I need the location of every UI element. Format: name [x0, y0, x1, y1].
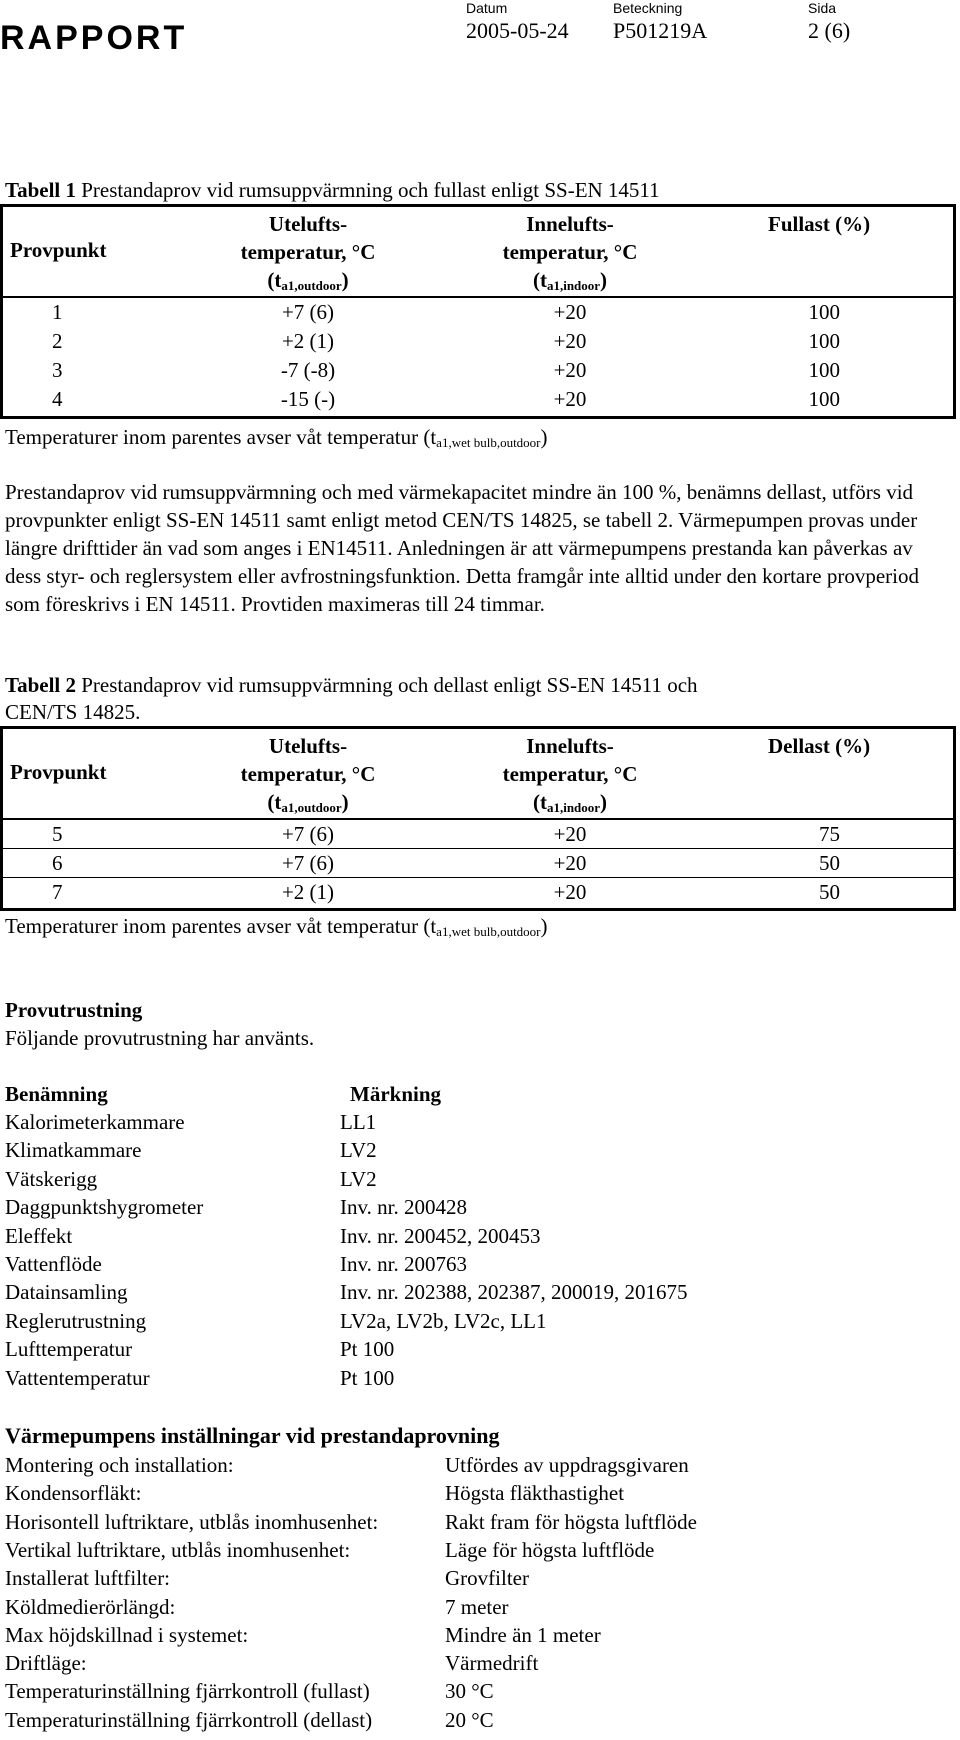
table2-cell-point: 7: [52, 880, 63, 904]
equipment-name: Klimatkammare: [5, 1138, 142, 1162]
setting-value: Värmedrift: [445, 1651, 539, 1675]
setting-value: 7 meter: [445, 1595, 509, 1619]
table2-cell-dellast: 50: [819, 851, 840, 875]
setting-label: Installerat luftfilter:: [5, 1566, 171, 1590]
table1-cell-indoor: +20: [553, 358, 587, 382]
table1-caption-text: Prestandaprov vid rumsuppvärmning och fullast enligt SS-EN 14511: [81, 178, 660, 202]
table1-caption-label: Tabell 1: [5, 178, 76, 202]
equipment-name: Reglerutrustning: [5, 1309, 147, 1333]
table1-caption: [5, 178, 660, 203]
equipment-mark: Pt 100: [340, 1366, 395, 1390]
settings-heading: Värmepumpens inställningar vid prestandaprovning: [5, 1423, 500, 1448]
equipment-mark: Inv. nr. 200428: [340, 1195, 467, 1219]
table1-cell-outdoor: -15 (-): [280, 387, 336, 411]
setting-label: Temperaturinställning fjärrkontroll (dellast): [5, 1708, 373, 1732]
table2-caption-text: Prestandaprov vid rumsuppvärmning och dellast enligt SS-EN 14511 och: [81, 673, 698, 697]
setting-value: 30 °C: [445, 1679, 494, 1703]
table1-col-provpunkt: Provpunkt: [10, 238, 107, 262]
body-paragraph: Prestandaprov vid rumsuppvärmning och med värmekapacitet mindre än 100 %, benämns dellast, utförs vid provpunkter enligt SS-EN 14511 samt enligt metod CEN/TS 14825, se tabell 2. Värmepumpen provas under längre drifttider än vad som anges i EN14511. Anledningen är att värmepumpens prestanda kan påverkas av dess styr- och reglersystem eller avfrostningsfunktion. Detta framgår inte alltid under den kortare provperiod som föreskrivs i EN 14511. Provtiden maximeras till 24 timmar.: [5, 480, 919, 616]
table2-col-indoor-1: Innelufts-: [526, 734, 614, 758]
table1-cell-outdoor: -7 (-8): [280, 358, 336, 382]
setting-label: Vertikal luftriktare, utblås inomhusenhet:: [5, 1538, 351, 1562]
table1-cell-indoor: +20: [553, 329, 587, 353]
setting-label: Temperaturinställning fjärrkontroll (fullast): [5, 1679, 370, 1703]
table1-cell-point: 1: [52, 300, 63, 324]
table1-cell-fullast: 100: [808, 358, 840, 382]
table2-col-indoor-3: $(t_{a1,indoor})$: [532, 790, 608, 815]
table2-col-outdoor-1: Utelufts-: [268, 734, 348, 758]
setting-label: Driftläge:: [5, 1651, 87, 1675]
table2-cell-outdoor: +7 (6): [281, 822, 335, 846]
equipment-name: Vattentemperatur: [5, 1366, 150, 1390]
table2-note: Temperaturer inom parentes avser våt temperatur $(t_{a1,wet bulb,outdoor})$: [5, 914, 548, 939]
table1-col-indoor-2: temperatur, °C: [502, 240, 638, 264]
table1-cell-fullast: 100: [808, 300, 840, 324]
table2-cell-outdoor: +2 (1): [281, 880, 335, 904]
equipment-mark: Inv. nr. 200452, 200453: [340, 1224, 541, 1248]
equipment-name: Eleffekt: [5, 1224, 73, 1248]
setting-value: Mindre än 1 meter: [445, 1623, 601, 1647]
equipment-name: Vätskerigg: [5, 1167, 98, 1191]
equipment-heading: Provutrustning: [5, 998, 143, 1022]
equipment-mark: LV2: [340, 1138, 377, 1162]
table2-col-outdoor-3: $(t_{a1,outdoor})$: [267, 790, 349, 815]
setting-label: Horisontell luftriktare, utblås inomhusenhet:: [5, 1510, 379, 1534]
equipment-mark: Inv. nr. 200763: [340, 1252, 467, 1276]
table1-cell-outdoor: +7 (6): [281, 300, 335, 324]
table2-caption-label: Tabell 2: [5, 673, 76, 697]
table2-col-indoor-2: temperatur, °C: [502, 762, 638, 786]
table2-cell-dellast: 50: [819, 880, 840, 904]
table1-cell-outdoor: +2 (1): [281, 329, 335, 353]
report-logo: RAPPORT: [0, 19, 188, 57]
table2-cell-point: 5: [52, 822, 63, 846]
setting-label: Montering och installation:: [5, 1453, 234, 1477]
table2-cell-indoor: +20: [553, 822, 587, 846]
table2-header-divider: [0, 818, 956, 820]
table2-col-provpunkt: Provpunkt: [10, 760, 107, 784]
equipment-mark: LV2: [340, 1167, 377, 1191]
table2-row-divider: [0, 848, 956, 849]
table2-cell-indoor: +20: [553, 851, 587, 875]
setting-value: Läge för högsta luftflöde: [445, 1538, 655, 1562]
table2-caption-line1: [5, 673, 698, 698]
equipment-col-mark: Märkning: [350, 1082, 442, 1106]
table1-cell-indoor: +20: [553, 300, 587, 324]
table2-cell-dellast: 75: [819, 822, 840, 846]
equipment-mark: LV2a, LV2b, LV2c, LL1: [340, 1309, 547, 1333]
equipment-name: Datainsamling: [5, 1280, 128, 1304]
table1-cell-point: 3: [52, 358, 63, 382]
equipment-intro: Följande provutrustning har använts.: [5, 1026, 315, 1050]
date-label: Datum: [466, 0, 508, 16]
table1-col-indoor-1: Innelufts-: [526, 212, 614, 236]
table1-col-outdoor-2: temperatur, °C: [240, 240, 376, 264]
table2-col-dellast: Dellast (%): [768, 734, 871, 758]
equipment-mark: Pt 100: [340, 1337, 395, 1361]
equipment-mark: LL1: [340, 1110, 377, 1134]
table1-cell-fullast: 100: [808, 387, 840, 411]
table1-col-outdoor-1: Utelufts-: [268, 212, 348, 236]
table1-cell-fullast: 100: [808, 329, 840, 353]
table2-caption-line2: CEN/TS 14825.: [5, 700, 141, 724]
table2-col-outdoor-2: temperatur, °C: [240, 762, 376, 786]
setting-label: Köldmedierörlängd:: [5, 1595, 176, 1619]
equipment-name: Kalorimeterkammare: [5, 1110, 185, 1134]
setting-value: Utfördes av uppdragsgivaren: [445, 1453, 689, 1477]
equipment-name: Daggpunktshygrometer: [5, 1195, 204, 1219]
setting-label: Max höjdskillnad i systemet:: [5, 1623, 249, 1647]
setting-value: 20 °C: [445, 1708, 494, 1732]
table1-note: Temperaturer inom parentes avser våt temperatur $(t_{a1,wet bulb,outdoor})$: [5, 425, 548, 450]
table1-cell-point: 2: [52, 329, 63, 353]
date-value: 2005-05-24: [466, 18, 569, 43]
setting-label: Kondensorfläkt:: [5, 1481, 142, 1505]
table1-col-outdoor-3: $(t_{a1,outdoor})$: [267, 268, 349, 293]
page-value: 2 (6): [808, 18, 851, 43]
equipment-mark: Inv. nr. 202388, 202387, 200019, 201675: [340, 1280, 688, 1304]
reference-value: P501219A: [613, 18, 708, 43]
table1-col-indoor-3: $(t_{a1,indoor})$: [532, 268, 608, 293]
page-label: Sida: [808, 0, 837, 16]
equipment-name: Vattenflöde: [5, 1252, 102, 1276]
equipment-name: Lufttemperatur: [5, 1337, 133, 1361]
setting-value: Grovfilter: [445, 1566, 529, 1590]
table2-cell-outdoor: +7 (6): [281, 851, 335, 875]
setting-value: Rakt fram för högsta luftflöde: [445, 1510, 697, 1534]
equipment-col-name: Benämning: [5, 1082, 108, 1106]
setting-value: Högsta fläkthastighet: [445, 1481, 625, 1505]
table2-cell-indoor: +20: [553, 880, 587, 904]
table1-cell-point: 4: [52, 387, 63, 411]
reference-label: Beteckning: [613, 0, 683, 16]
table2-row-divider: [0, 877, 956, 878]
table1-col-fullast: Fullast (%): [768, 212, 871, 236]
table1-cell-indoor: +20: [553, 387, 587, 411]
table2-cell-point: 6: [52, 851, 63, 875]
table1-header-divider: [0, 296, 956, 298]
